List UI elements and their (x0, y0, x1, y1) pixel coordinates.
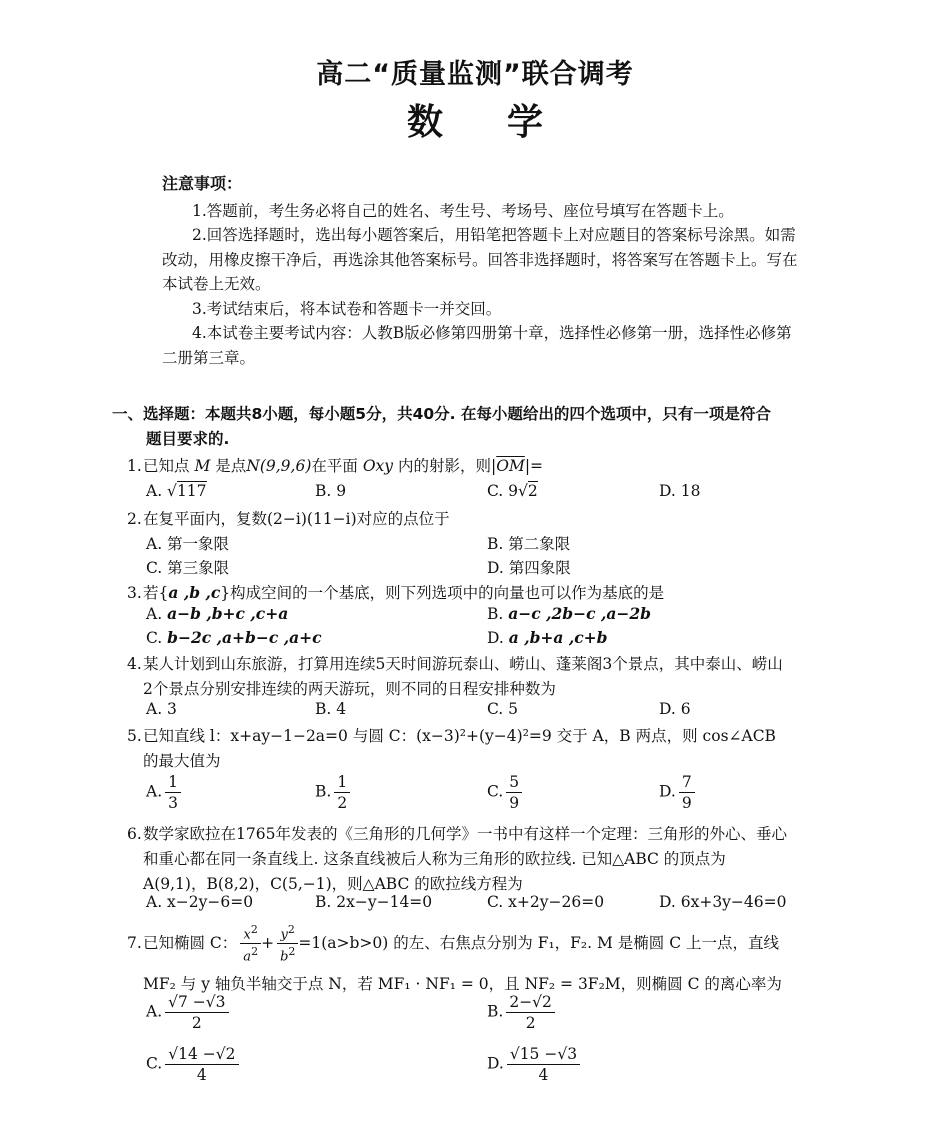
option-b: B. 4 (315, 700, 347, 718)
question-3: 3.若{a ,b ,c}构成空间的一个基底，则下列选项中的向量也可以作为基底的是 (127, 583, 665, 602)
question-2: 2.在复平面内，复数(2−i)(11−i)对应的点位于 (127, 510, 450, 528)
option-b: B. 2x−y−14=0 (315, 893, 433, 911)
option-b: B. $\frac{1}{2}$ (315, 772, 350, 813)
option-a: A. a−b ,b+c ,c+a (146, 604, 289, 623)
option-a: A. 3 (146, 700, 177, 718)
option-c: C. $\frac{√14 -√2}{4}$ (146, 1044, 239, 1085)
option-b: B. $\frac{2-√2}{2}$ (487, 992, 555, 1033)
option-c: C. $\frac{5}{9}$ (487, 772, 522, 813)
question-4: 4.某人计划到山东旅游，打算用连续5天时间游玩泰山、崂山、蓬莱阁3个景点，其中泰山、崂山 2个景点分别安排连续的两天游玩，则不同的日程安排种数为 (127, 655, 783, 698)
option-c: C. 第三象限 (146, 559, 230, 577)
notice-item: 2.回答选择题时，选出每小题答案后，用铅笔把答题卡上对应题目的答案标号涂黑。如需改动，用橡皮擦干净后，再选涂其他答案标号。回答非选择题时，将答案写在答题卡上。写在本试卷上无效。 (162, 226, 798, 293)
option-d: D. 6x+3y−46=0 (659, 893, 787, 911)
option-a: A. 第一象限 (146, 535, 230, 553)
exam-title: 高二“质量监测”联合调考 (316, 59, 634, 90)
section-line-2: 题目要求的. (146, 430, 230, 448)
option-c: C. b−2c ,a+b−c ,a+c (146, 628, 322, 647)
option-d: D. 18 (659, 482, 701, 500)
section-line-1: 一、选择题：本题共8小题，每小题5分，共40分. 在每小题给出的四个选项中，只有一项是符合 (112, 405, 771, 423)
notice-item: 1.答题前，考生务必将自己的姓名、考生号、考场号、座位号填写在答题卡上。 (192, 201, 734, 220)
notice-heading: 注意事项： (162, 174, 243, 193)
notice-item: 3.考试结束后，将本试卷和答题卡一并交回。 (192, 299, 502, 318)
vector-om: $\overline{OM}$ (496, 457, 525, 475)
option-b: B. a−c ,2b−c ,a−2b (487, 604, 652, 623)
option-b: B. 9 (315, 482, 347, 500)
option-d: D. 第四象限 (487, 559, 571, 577)
option-a: A. $\frac{1}{3}$ (146, 772, 181, 813)
option-b: B. 第二象限 (487, 535, 571, 553)
question-7: 7.已知椭圆 C： $\frac{x^2}{a^2}$ + $\frac{y^2}{b^2}$ =1(a>b>0) 的左、右焦点分别为 F₁，F₂. M 是椭圆 C 上一点，直线 MF₂ 与 y 轴负半轴交于点 N，若 MF₁ · NF₁ = 0，且 NF₂ = 3F₂M，则椭圆 C 的离心率为 (127, 923, 782, 993)
option-c: C. x+2y−26=0 (487, 893, 605, 911)
question-1: 1.已知点 M 是点N(9,9,6)在平面 Oxy 内的射影，则$|\overline{OM}|=$ (127, 457, 544, 475)
option-d: D. 6 (659, 700, 691, 718)
option-d: D. $\frac{7}{9}$ (659, 772, 695, 813)
notice-block (162, 172, 802, 370)
section-heading (112, 402, 832, 452)
question-6: 6.数学家欧拉在1765年发表的《三角形的几何学》一书中有这样一个定理：三角形的外心、垂心 和重心都在同一条直线上. 这条直线被后人称为三角形的欧拉线. 已知△ABC 的顶点为 A(9,1)，B(8,2)，C(5,−1)，则△ABC 的欧拉线方程为 (127, 825, 787, 893)
option-d: D. $\frac{√15 -√3}{4}$ (487, 1044, 580, 1085)
option-a: A. x−2y−6=0 (146, 893, 254, 911)
option-a: A. √117 (146, 482, 207, 500)
notice-item: 4.本试卷主要考试内容：人教B版必修第四册第十章，选择性必修第一册，选择性必修第二册第三章。 (162, 324, 792, 367)
option-c: C. 5 (487, 700, 519, 718)
subject-title: 数学 (406, 102, 607, 143)
option-d: D. a ,b+a ,c+b (487, 628, 608, 647)
option-c: C. 9√2 (487, 482, 538, 500)
question-5: 5.已知直线 l：x+ay−1−2a=0 与圆 C：(x−3)²+(y−4)²=9 交于 A，B 两点，则 cos∠ACB 的最大值为 (127, 727, 776, 770)
option-a: A. $\frac{√7 -√3}{2}$ (146, 992, 229, 1033)
